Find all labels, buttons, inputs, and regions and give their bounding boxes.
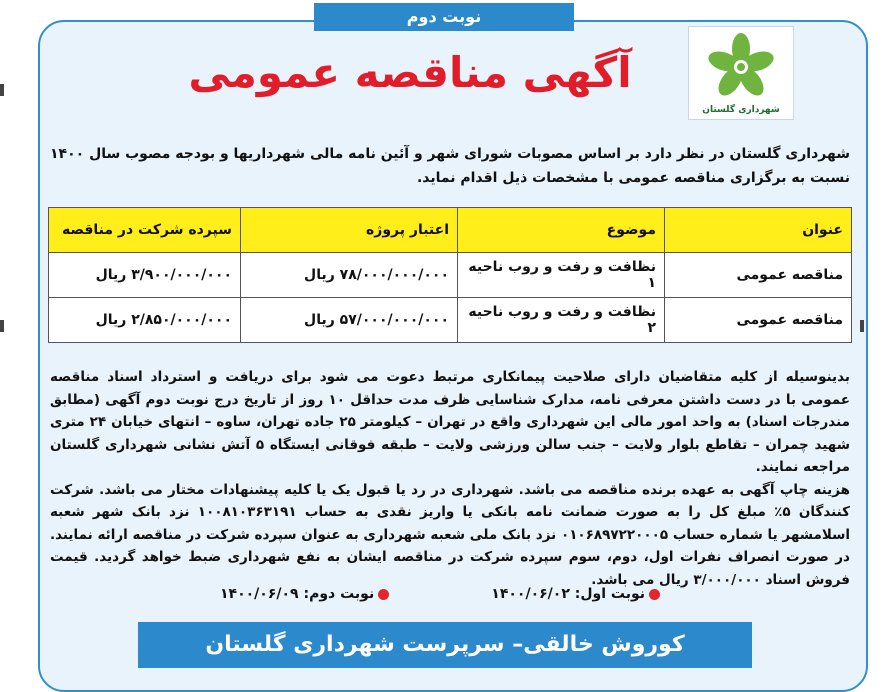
header-title: عنوان (665, 208, 852, 253)
left-margin-mark (0, 320, 4, 332)
logo-caption: شهرداری گلستان (702, 105, 780, 115)
red-dot-icon (649, 589, 660, 600)
intro-paragraph: شهرداری گلستان در نظر دارد بر اساس مصوبات شورای شهر و آئین نامه مالی شهرداریها و بودجه مصوب سال ۱۴۰۰ نسبت به برگزاری مناقصه عمومی با مشخصات ذیل اقدام نماید. (50, 146, 850, 186)
edition-banner: نوبت دوم (314, 3, 574, 31)
publication-dates (220, 586, 660, 610)
red-dot-icon (378, 589, 389, 600)
table-header-row (49, 208, 852, 253)
cell-deposit: ۳/۹۰۰/۰۰۰/۰۰۰ ریال (49, 253, 241, 298)
header-deposit: سپرده شرکت در مناقصه (49, 208, 241, 253)
page-title: آگهی مناقصه عمومی (188, 48, 632, 97)
conditions-paragraph: هزینه چاپ آگهی به عهده برنده مناقصه می باشد. شهرداری در رد یا قبول یک یا کلیه پیشنهادات مختار می باشد. شرکت کنندگان ۵٪ مبلغ کل را به صورت ضمانت نامه بانکی یا واریز نقدی به حساب ۱۰۰۸۱۰۳۶۳۱۹۱ نزد بانک شهر شعبه اسلامشهر یا شماره حساب ۰۱۰۶۸۹۷۲۲۰۰۰۵ نزد بانک ملی شعبه شهرداری به عنوان سپرده شرکت در مناقصه ارائه نمایند. در صورت انصراف نفرات اول، دوم، سوم سپرده شرکت در مناقصه ایشان به نفع شهرداری ضبط خواهد گردید. قیمت فروش اسناد ۳/۰۰۰/۰۰۰ ریال می باشد. (50, 481, 850, 588)
first-publication-label: نوبت اول: ۱۴۰۰/۰۶/۰۲ (491, 586, 645, 602)
table-row (49, 298, 852, 343)
second-publication-label: نوبت دوم: ۱۴۰۰/۰۶/۰۹ (220, 586, 375, 602)
table-row (49, 253, 852, 298)
cell-subject: نظافت و رفت و روب ناحیه ۲ (458, 298, 665, 343)
left-margin-mark (0, 84, 4, 96)
header-subject: موضوع (458, 208, 665, 253)
signature-banner: کوروش خالقی– سرپرست شهرداری گلستان (138, 622, 752, 668)
municipality-logo (688, 26, 794, 120)
flower-emblem-icon (689, 27, 793, 105)
cell-budget: ۵۷/۰۰۰/۰۰۰/۰۰۰ ریال (241, 298, 458, 343)
second-publication-date (220, 586, 389, 602)
right-margin-mark (860, 320, 864, 332)
cell-title: مناقصه عمومی (665, 298, 852, 343)
tender-table (48, 207, 852, 343)
cell-subject: نظافت و رفت و روب ناحیه ۱ (458, 253, 665, 298)
cell-title: مناقصه عمومی (665, 253, 852, 298)
cell-budget: ۷۸/۰۰۰/۰۰۰/۰۰۰ ریال (241, 253, 458, 298)
invitation-paragraph: بدینوسیله از کلیه متقاضیان دارای صلاحیت پیمانکاری مرتبط دعوت می شود برای دریافت و استرداد اسناد مناقصه عمومی با در دست داشتن معرفی نامه، مدارک شناسایی ظرف مدت حداقل ۱۰ روز از تاریخ درج نوبت دوم آگهی (مطابق مندرجات اسناد) به واحد امور مالی این شهرداری واقع در تهران – کیلومتر ۲۵ جاده تهران، ساوه – انتهای خیابان ۲۴ متری شهید چمران – تقاطع بلوار ولایت – جنب سالن ورزشی ولایت – طبقه فوقانی ایستگاه ۵ آتش نشانی شهرداری گلستان مراجعه نمایند. (50, 369, 851, 475)
header-budget: اعتبار پروژه (241, 208, 458, 253)
first-publication-date (491, 586, 660, 602)
body-text (50, 366, 850, 591)
cell-deposit: ۲/۸۵۰/۰۰۰/۰۰۰ ریال (49, 298, 241, 343)
